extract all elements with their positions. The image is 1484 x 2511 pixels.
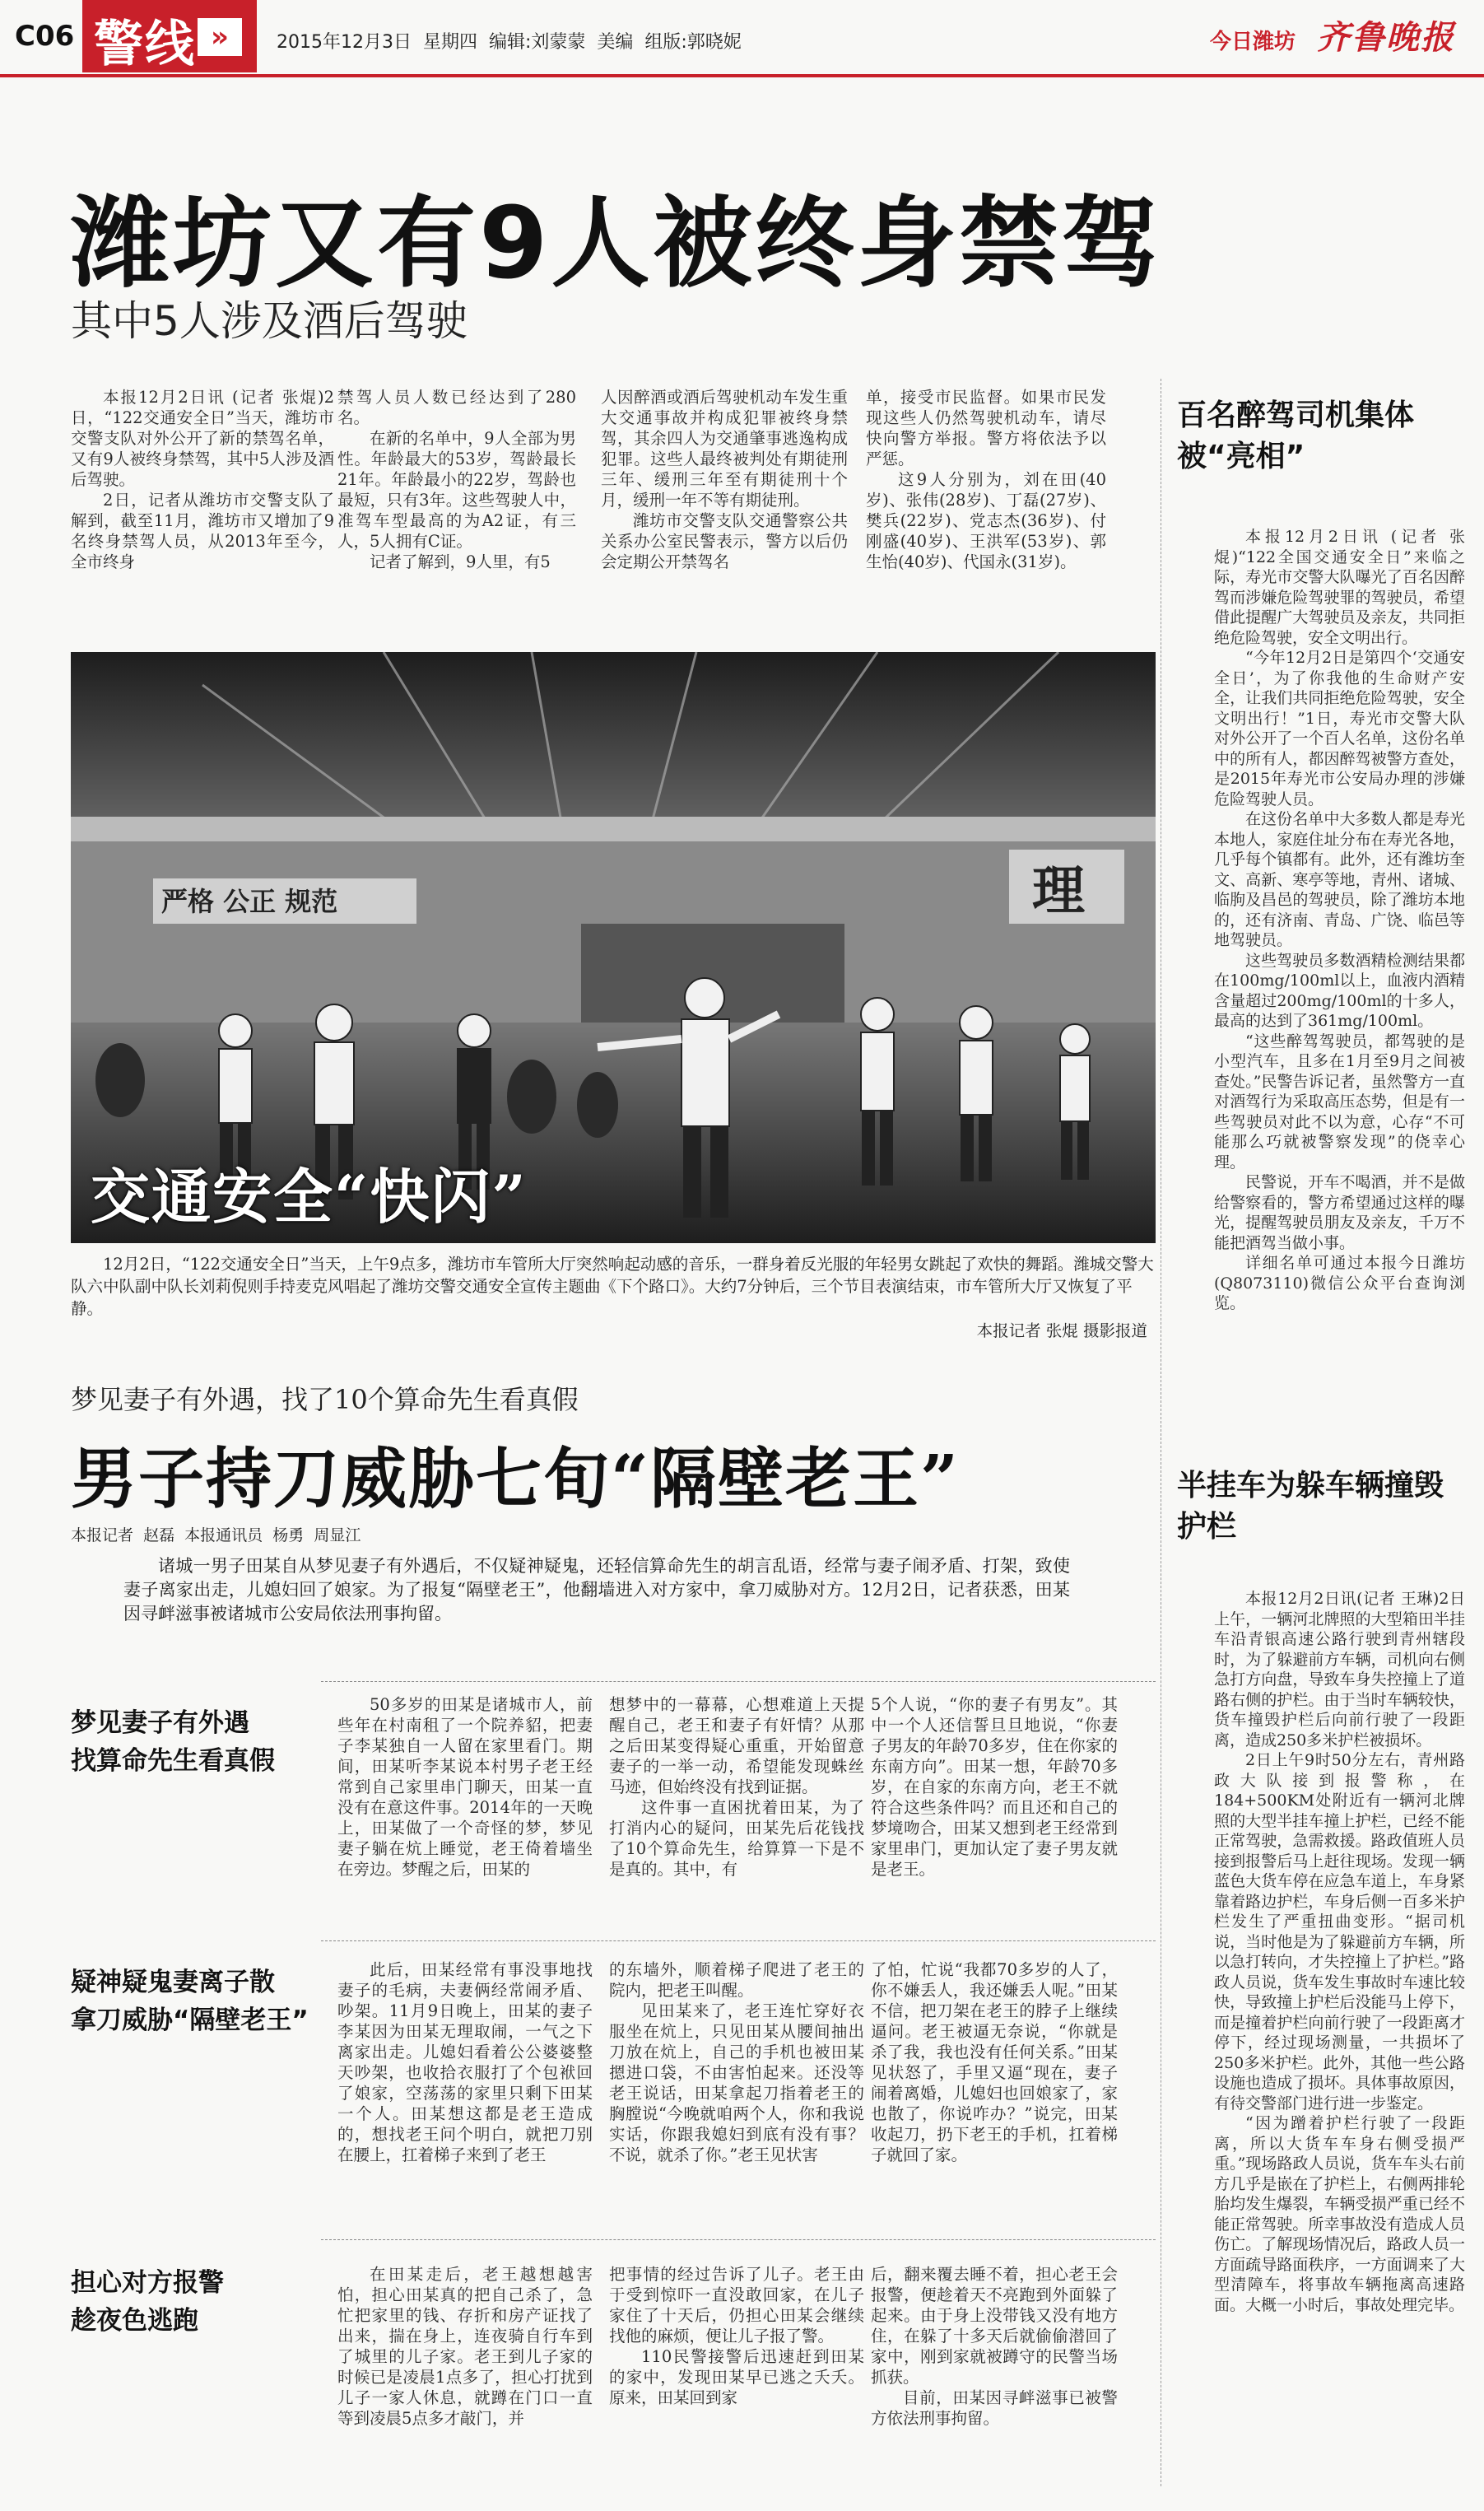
brand-tag: 今日潍坊	[1210, 30, 1296, 54]
paragraph: 这些驾驶员多数酒精检测结果都在100mg/100ml以上，血液内酒精含量超过200mg/100ml的十多人，最高的达到了361mg/100ml。	[1214, 951, 1465, 1030]
paragraph: “因为蹭着护栏行驶了一段距离，所以大货车车身右侧受损严重。”现场路政人员说，货车车头右前方几乎是嵌在了护栏上，右侧两排轮胎均发生爆裂，车辆受损严重已经不能正常驾驶。所幸事故没有造成人员伤亡。了解现场情况后，路政人员一方面疏导路面秩序，一方面调来了大型清障车，将事故车辆拖离高速路面。大概一小时后，事故处理完毕。	[1214, 2114, 1465, 2314]
paragraph: 民警说，开车不喝酒，并不是做给警察看的，警方希望通过这样的曝光，提醒驾驶员朋友及亲友，千万不能把酒驾当做小事。	[1214, 1173, 1465, 1252]
story-subhead-2	[71, 1964, 309, 2039]
paragraph: 详细名单可通过本报今日潍坊(Q8073110)微信公众平台查询浏览。	[1214, 1254, 1465, 1312]
story-column	[871, 1959, 1118, 2165]
story-column	[337, 2264, 593, 2429]
paragraph: 本报12月2日讯(记者 王琳)2日上午，一辆河北牌照的大型箱田半挂车沿青银高速公路行驶到青州辖段时，为了躲避前方车辆，司机向右侧急打方向盘，导致车身失控撞上了道路右侧的护栏。由于当时车辆较快，货车撞毁护栏后向前行驶了一段距离，造成250多米护栏被损坏。	[1214, 1590, 1465, 1749]
paragraph: 目前，田某因寻衅滋事已被警方依法刑事拘留。	[871, 2388, 1118, 2428]
subhead-line: 担心对方报警	[71, 2268, 224, 2298]
story-subhead-1	[71, 1704, 275, 1780]
story-column	[609, 1694, 864, 1880]
sidebar-story-body	[1214, 527, 1465, 1314]
paragraph: 后，翻来覆去睡不着，担心老王会报警，便趁着天不亮跑到外面躲了起来。由于身上没带钱又没有地方住，在躲了十多天后就偷偷潜回了家中，刚到家就被蹲守的民警当场抓获。	[871, 2265, 1118, 2387]
paragraph: 在这份名单中大多数人都是寿光本地人，家庭住址分布在寿光各地，几乎每个镇都有。此外，还有潍坊奎文、高新、寒亭等地，青州、诸城、临朐及昌邑的驾驶员，除了潍坊本地的，还有济南、青岛、广饶、临邑等地驾驶员。	[1214, 810, 1465, 949]
story-column	[871, 2264, 1118, 2429]
page-header	[0, 0, 1484, 76]
paragraph: 了怕，忙说“我都70多岁的人了，你不嫌丢人，我还嫌丢人呢。”田某不信，把刀架在老王的脖子上继续逼问。老王被逼无奈说，“你就是杀了我，我也没有任何关系。”田某见状怒了，手里又逼“现在，妻子闹着离婚，儿媳妇也回娘家了，家也散了，你说咋办？”说完，田某收起刀，扔下老王的手机，扛着梯子就回了家。	[871, 1960, 1118, 2164]
paragraph: 潍坊市交警支队交通警察公共关系办公室民警表示，警方以后仍会定期公开禁驾名	[601, 511, 848, 571]
subhead-line: 梦见妻子有外遇	[71, 1708, 249, 1738]
story-kicker: 梦见妻子有外遇，找了10个算命先生看真假	[71, 1384, 579, 1415]
paragraph: 50多岁的田某是诸城市人，前些年在村南租了一个院养貂，把妻子李某独自一人留在家里看门。期间，田某听李某说本村男子老王经常到自己家里串门聊天，田某一直没有在意这件事。2014年的一天晚上，田某做了一个奇怪的梦，梦见妻子躺在炕上睡觉，老王倚着墙坐在旁边。梦醒之后，田某的	[337, 1695, 593, 1879]
paragraph: 这件事一直困扰着田某，为了打消内心的疑问，田某先后花钱找了10个算命先生，给算算一下是不是真的。其中，有	[609, 1798, 864, 1879]
photo-caption	[71, 1253, 1156, 1342]
story-column	[337, 1694, 593, 1880]
paragraph: 在新的名单中，9人全部为男性。年龄最大的53岁，驾龄最长21年。年龄最小的22岁，驾龄也最短，只有3年。这些驾驶人中，准驾车型最高的为A2证，有三人，5人拥有C证。	[337, 429, 576, 551]
story-headline: 男子持刀威胁七旬“隔壁老王”	[71, 1440, 961, 1517]
paragraph: 5个人说，“你的妻子有男友”。其中一个人还信誓旦旦地说，“你妻子男友的年龄70多岁，住在你家的东南方向”。田某一想，年龄70多岁，在自家的东南方向，老王不就符合这些条件吗？而且还和自己的梦境吻合，田某又想到老王经常到家里串门，更加认定了妻子男友就是老王。	[871, 1695, 1118, 1879]
story-column	[609, 1959, 864, 2165]
paragraph: 单，接受市民监督。如果市民发现这些人仍然驾驶机动车，请尽快向警方举报。警方将依法予以严惩。	[866, 388, 1106, 468]
story-byline: 本报记者 赵磊 本报通讯员 杨勇 周显江	[71, 1526, 361, 1544]
lead-column-2	[337, 387, 576, 572]
sidebar-headline: 半挂车为躲车辆撞毁护栏	[1177, 1469, 1444, 1544]
lead-column-3	[601, 387, 848, 572]
sidebar-story-body	[1214, 1589, 1465, 2315]
paragraph: 人因醉酒或酒后驾驶机动车发生重大交通事故并构成犯罪被终身禁驾，其余四人为交通肇事逃逸构成犯罪。这些人最终被判处有期徒刑三年、缓刑三年至有期徒刑十个月，缓刑一年不等有期徒刑。	[601, 388, 848, 510]
section-divider	[321, 2239, 1156, 2240]
brand-logo: 齐鲁晚报	[1317, 18, 1455, 57]
paragraph: 2日上午9时50分左右，青州路政大队接到报警称，在184+500KM处附近有一辆河北牌照的大型半挂车撞上护栏，已经不能正常驾驶，急需救援。路政值班人员接到报警后马上赶往现场。发现一辆蓝色大货车停在应急车道上，车身紧靠着路边护栏，车身后侧一百多米护栏发生了严重扭曲变形。“据司机说，当时他是为了躲避前方车辆，所以急打转向，才失控撞上了护栏。”路政人员说，货车发生事故时车速比较快，导致撞上护栏后没能马上停下，而是撞着护栏向前行驶了一段距离才停下，经过现场测量，一共损坏了250多米护栏。此外，其他一些公路设施也造成了损坏。具体事故原因，有待交警部门进行进一步鉴定。	[1214, 1751, 1465, 2113]
paragraph: “这些醉驾驾驶员，都驾驶的是小型汽车，且多在1月至9月之间被查处。”民警告诉记者，虽然警方一直对酒驾行为采取高压态势，但是有一些驾驶员对此不以为意，心存“不可能那么巧就被警察发现”的侥幸心理。	[1214, 1032, 1465, 1172]
paragraph: 禁驾人员人数已经达到了280名。	[337, 388, 576, 427]
section-arrow-icon: »	[198, 18, 242, 56]
paragraph: 想梦中的一幕幕，心想难道上天提醒自己，老王和妻子有奸情？从那之后田某变得疑心重重，开始留意妻子的一举一动，希望能发现蛛丝马迹，但始终没有找到证据。	[609, 1695, 864, 1796]
story-column	[871, 1694, 1118, 1880]
paragraph: 110民警接警后迅速赶到田某的家中，发现田某早已逃之夭夭。原来，田某回到家	[609, 2347, 864, 2407]
paragraph: 在田某走后，老王越想越害怕，担心田某真的把自己杀了，急忙把家里的钱、存折和房产证找了出来，揣在身上，连夜骑自行车到了城里的儿子家。老王到儿子家的时候已是凌晨1点多了，担心打扰到儿子一家人休息，就蹲在门口一直等到凌晨5点多才敲门，并	[337, 2265, 593, 2428]
wall-character: 理	[1032, 861, 1085, 922]
paragraph: 2日，记者从潍坊市交警支队了解到，截至11月，潍坊市又增加了9名终身禁驾人员，从2013年至今，全市终身	[71, 491, 334, 571]
paragraph: 本报12月2日讯 (记者 张焜)“122全国交通安全日”来临之际，寿光市交警大队曝光了百名因醉驾而涉嫌危险驾驶罪的驾驶员，希望借此提醒广大驾驶员及亲友，共同拒绝危险驾驶，安全文明出行。	[1214, 528, 1465, 647]
lead-column-1	[71, 387, 334, 572]
photo-credit: 本报记者 张焜 摄影报道	[976, 1321, 1147, 1340]
paragraph: 把事情的经过告诉了儿子。老王由于受到惊吓一直没敢回家，在儿子家住了十天后，仍担心田某会继续找他的麻烦，便让儿子报了警。	[609, 2265, 864, 2346]
lead-subhead: 其中5人涉及酒后驾驶	[71, 297, 468, 345]
paragraph: 记者了解到，9人里，有5	[370, 552, 551, 571]
lead-headline: 潍坊又有9人被终身禁驾	[71, 187, 1164, 301]
story-column	[337, 1959, 593, 2165]
paragraph: 这9人分别为，刘在田(40岁)、张伟(28岁)、丁磊(27岁)、樊兵(22岁)、党志杰(36岁)、付刚盛(40岁)、王洪军(53岁)、郭生怡(40岁)、代国永(31岁)。	[866, 470, 1106, 571]
paragraph: 的东墙外，顺着梯子爬进了老王的院内，把老王叫醒。	[609, 1960, 864, 2000]
sidebar-headline: 百名醉驾司机集体被“亮相”	[1177, 398, 1415, 473]
subhead-line: 拿刀威胁“隔壁老王”	[71, 2006, 309, 2035]
lead-column-4	[866, 387, 1106, 572]
story-lead	[123, 1554, 1070, 1626]
subhead-line: 疑神疑鬼妻离子散	[71, 1968, 275, 1997]
header-rule	[0, 74, 1484, 77]
section-title: 警线	[94, 16, 196, 73]
wall-sign: 严格 公正 规范	[161, 886, 338, 917]
section-divider	[321, 1681, 1156, 1682]
issue-info: 2015年12月3日 星期四 编辑:刘蒙蒙 美编 组版:郭晓妮	[277, 32, 742, 53]
subhead-line: 趁夜色逃跑	[71, 2306, 198, 2336]
subhead-line: 找算命先生看真假	[71, 1746, 275, 1776]
lead-paragraph: 诸城一男子田某自从梦见妻子有外遇后，不仅疑神疑鬼，还轻信算命先生的胡言乱语，经常与妻子闹矛盾、打架，致使妻子离家出走，儿媳妇回了娘家。为了报复“隔壁老王”，他翻墙进入对方家中，拿刀威胁对方。12月2日，记者获悉，田某因寻衅滋事被诸城市公安局依法刑事拘留。	[123, 1556, 1070, 1624]
paragraph: 见田某来了，老王连忙穿好衣服坐在炕上，只见田某从腰间抽出刀放在炕上，自己的手机也被田某摁进口袋，不由害怕起来。还没等老王说话，田某拿起刀指着老王的胸膛说“今晚就咱两个人，你和我说实话，你跟我媳妇到底有没有事？不说，就杀了你。”老王见状害	[609, 2001, 864, 2164]
story-subhead-3	[71, 2264, 224, 2340]
photo-overlay-title: 交通安全“快闪”	[91, 1162, 528, 1232]
page-number: C06	[15, 20, 75, 53]
paragraph: 本报12月2日讯 (记者 张焜)2日，“122交通安全日”当天，潍坊市交警支队对外公开了新的禁驾名单，又有9人被终身禁驾，其中5人涉及酒后驾驶。	[71, 388, 334, 489]
paragraph: “今年12月2日是第四个‘交通安全日’，为了你我他的生命财产安全，让我们共同拒绝危险驾驶，安全文明出行！”1日，寿光市交警大队对外公开了一个百人名单，这份名单中的所有人，都因醉驾被警方查处，是2015年寿光市公安局办理的涉嫌危险驾驶人员。	[1214, 649, 1465, 808]
column-rule	[1161, 379, 1162, 2486]
section-divider	[321, 1940, 1156, 1941]
caption-text: 12月2日，“122交通安全日”当天，上午9点多，潍坊市车管所大厅突然响起动感的音乐，一群身着反光服的年轻男女跳起了欢快的舞蹈。潍城交警大队六中队副中队长刘莉倪则手持麦克风唱起了潍坊交警交通安全宣传主题曲《下个路口》。大约7分钟后，三个节目表演结束，市车管所大厅又恢复了平静。	[71, 1255, 1154, 1318]
paragraph: 此后，田某经常有事没事地找妻子的毛病，夫妻俩经常闹矛盾、吵架。11月9日晚上，田某的妻子李某因为田某无理取闹，一气之下离家出走。儿媳妇看着公公婆婆整天吵架，也收拾衣服打了个包袱回了娘家，空荡荡的家里只剩下田某一个人。田某想这都是老王造成的，想找老王问个明白，就把刀别在腰上，扛着梯子来到了老王	[337, 1960, 593, 2164]
story-column	[609, 2264, 864, 2408]
